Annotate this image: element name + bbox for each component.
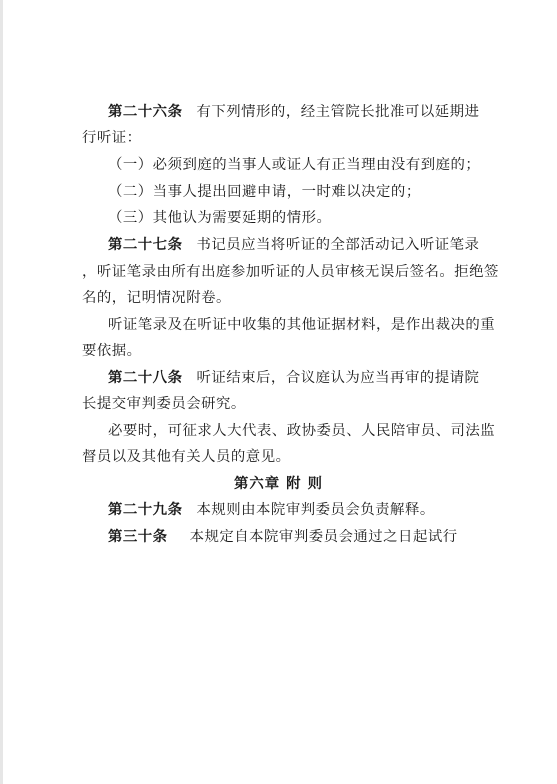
article-28-para-2-line-2: 督员以及其他有关人员的意见。: [82, 449, 291, 465]
chapter-heading: 第六章 附 则: [234, 475, 323, 492]
article-28-label: 第二十八条: [108, 369, 183, 386]
article-29-line: [108, 500, 502, 520]
article-27-label: 第二十七条: [108, 236, 183, 253]
article-30-text: 本规定自本院审判委员会通过之日起试行: [189, 529, 458, 545]
article-29-text: 本规则由本院审判委员会负责解释。: [196, 502, 435, 518]
article-26-item-1: （一）必须到庭的当事人或证人有正当理由没有到庭的；: [108, 157, 481, 173]
article-28-line-1: [108, 368, 502, 388]
article-27-line-3: 名的，记明情况附卷。: [82, 290, 231, 306]
article-30-line: [108, 527, 502, 547]
article-26-text-1: 有下列情形的，经主管院长批准可以延期进: [196, 104, 480, 120]
article-26-line-1: [108, 102, 502, 122]
article-28-text-1: 听证结束后，合议庭认为应当再审的提请院: [196, 370, 480, 386]
article-28-line-2: 长提交审判委员会研究。: [82, 396, 246, 412]
article-27-line-2: ，听证笔录由所有出庭参加听证的人员审核无误后签名。拒绝签: [82, 264, 499, 280]
article-27-para-2-line-1: 听证笔录及在听证中收集的其他证据材料，是作出裁决的重: [108, 317, 496, 333]
article-26-item-2: （二）当事人提出回避申请，一时难以决定的；: [108, 184, 421, 200]
article-27-para-2-line-2: 要依据。: [82, 343, 142, 359]
article-26-line-2: 行听证：: [82, 130, 142, 146]
article-29-label: 第二十九条: [108, 501, 183, 518]
article-28-para-2-line-1: 必要时，可征求人大代表、政协委员、人民陪审员、司法监: [108, 423, 496, 439]
article-30-label: 第三十条: [108, 528, 168, 545]
page-edge: [0, 0, 3, 784]
article-26-label: 第二十六条: [108, 103, 183, 120]
article-27-text-1: 书记员应当将听证的全部活动记入听证笔录: [196, 237, 480, 253]
article-26-item-3: （三）其他认为需要延期的情形。: [108, 210, 332, 226]
article-27-line-1: [108, 235, 502, 255]
